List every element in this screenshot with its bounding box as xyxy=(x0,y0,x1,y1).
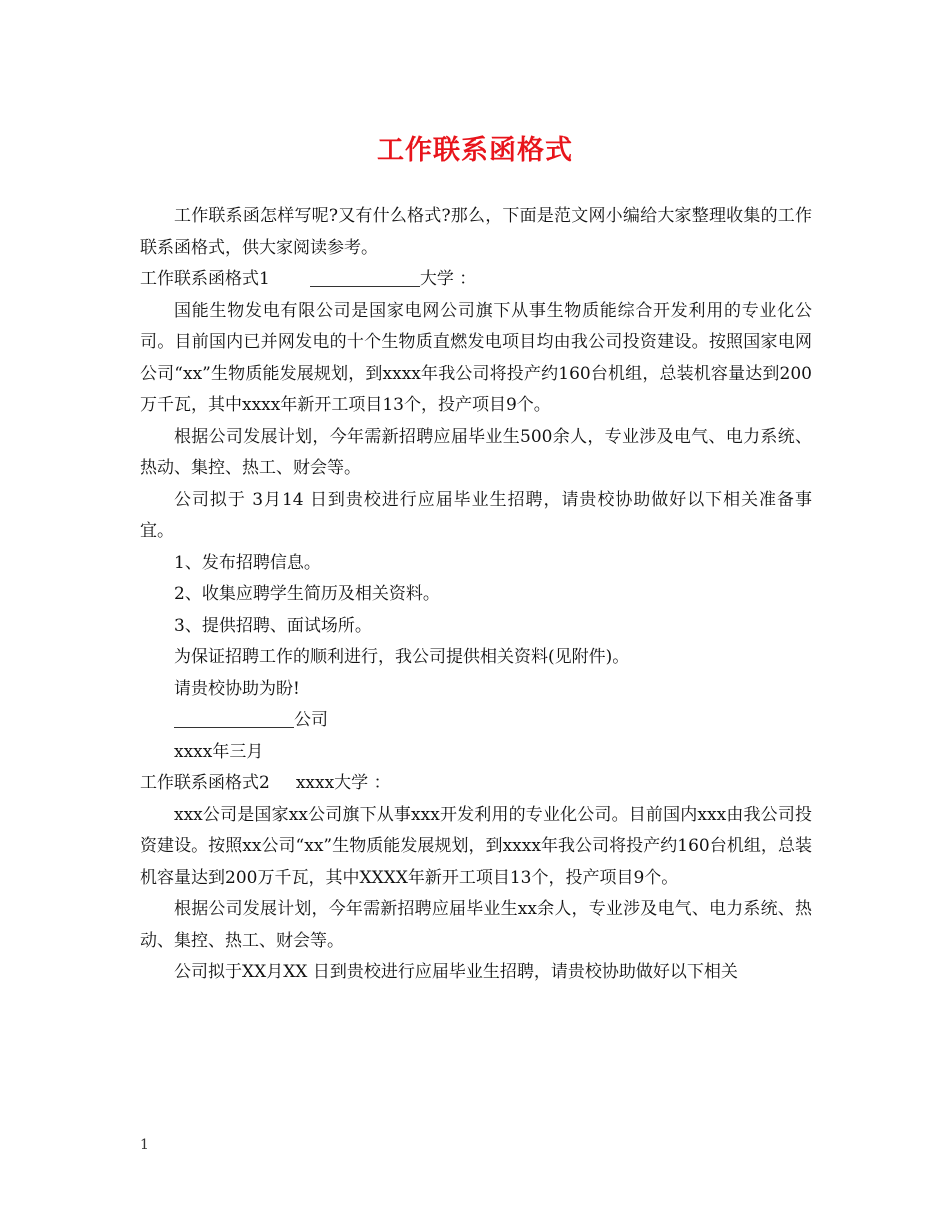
format1-paragraph-1: 国能生物发电有限公司是国家电网公司旗下从事生物质能综合开发利用的专业化公司。目前国内已并网发电的十个生物质直燃发电项目均由我公司投资建设。按照国家电网公司“xx”生物质能发展规划，到xxxx年我公司将投产约160台机组，总装机容量达到200万千瓦，其中xxxx年新开工项目13个，投产项目9个。 xyxy=(140,300,812,415)
format1-paragraph-4: 为保证招聘工作的顺利进行，我公司提供相关资料(见附件)。 xyxy=(174,647,630,667)
format1-heading: 工作联系函格式1 xyxy=(140,269,270,289)
format2-paragraph-2: 根据公司发展计划，今年需新招聘应届毕业生xx余人，专业涉及电气、电力系统、热动、集控、热工、财会等。 xyxy=(140,899,812,951)
format1-signature-line xyxy=(140,705,812,737)
format1-closing: 请贵校协助为盼! xyxy=(174,678,300,699)
intro-paragraph: 工作联系函怎样写呢?又有什么格式?那么，下面是范文网小编给大家整理收集的工作联系函格式，供大家阅读参考。 xyxy=(140,206,812,258)
signature-blank xyxy=(174,709,294,728)
format1-list-item-1: 1、发布招聘信息。 xyxy=(174,552,321,573)
format1-list-item-2: 2、收集应聘学生简历及相关资料。 xyxy=(174,584,440,604)
format1-signature: 公司 xyxy=(294,710,328,730)
format1-date: xxxx年三月 xyxy=(174,741,264,762)
document-title: 工作联系函格式 xyxy=(377,135,573,166)
format1-paragraph-3: 公司拟于 3月14 日到贵校进行应届毕业生招聘，请贵校协助做好以下相关准备事宜。 xyxy=(140,489,812,541)
recipient-blank xyxy=(310,268,420,287)
format2-heading-line xyxy=(140,768,812,800)
format1-recipient: 大学 ： xyxy=(419,269,477,289)
format2-heading: 工作联系函格式2 xyxy=(140,773,270,793)
format1-heading-line xyxy=(140,264,812,296)
format2-paragraph-3: 公司拟于XX月XX 日到贵校进行应届毕业生招聘，请贵校协助做好以下相关 xyxy=(174,962,738,982)
format2-paragraph-1: xxx公司是国家xx公司旗下从事xxx开发利用的专业化公司。目前国内xxx由我公司投资建设。按照xx公司“xx”生物质能发展规划，到xxxx年我公司将投产约160台机组，总装机容量达到200万千瓦，其中XXXX年新开工项目13个，投产项目9个。 xyxy=(140,804,812,888)
format1-paragraph-2: 根据公司发展计划，今年需新招聘应届毕业生500余人，专业涉及电气、电力系统、热动、集控、热工、财会等。 xyxy=(140,426,812,478)
document-body xyxy=(140,201,812,989)
format2-recipient: xxxx大学 ： xyxy=(295,773,391,793)
page-number: 1 xyxy=(140,1137,149,1153)
format1-list-item-3: 3、提供招聘、面试场所。 xyxy=(174,615,372,636)
